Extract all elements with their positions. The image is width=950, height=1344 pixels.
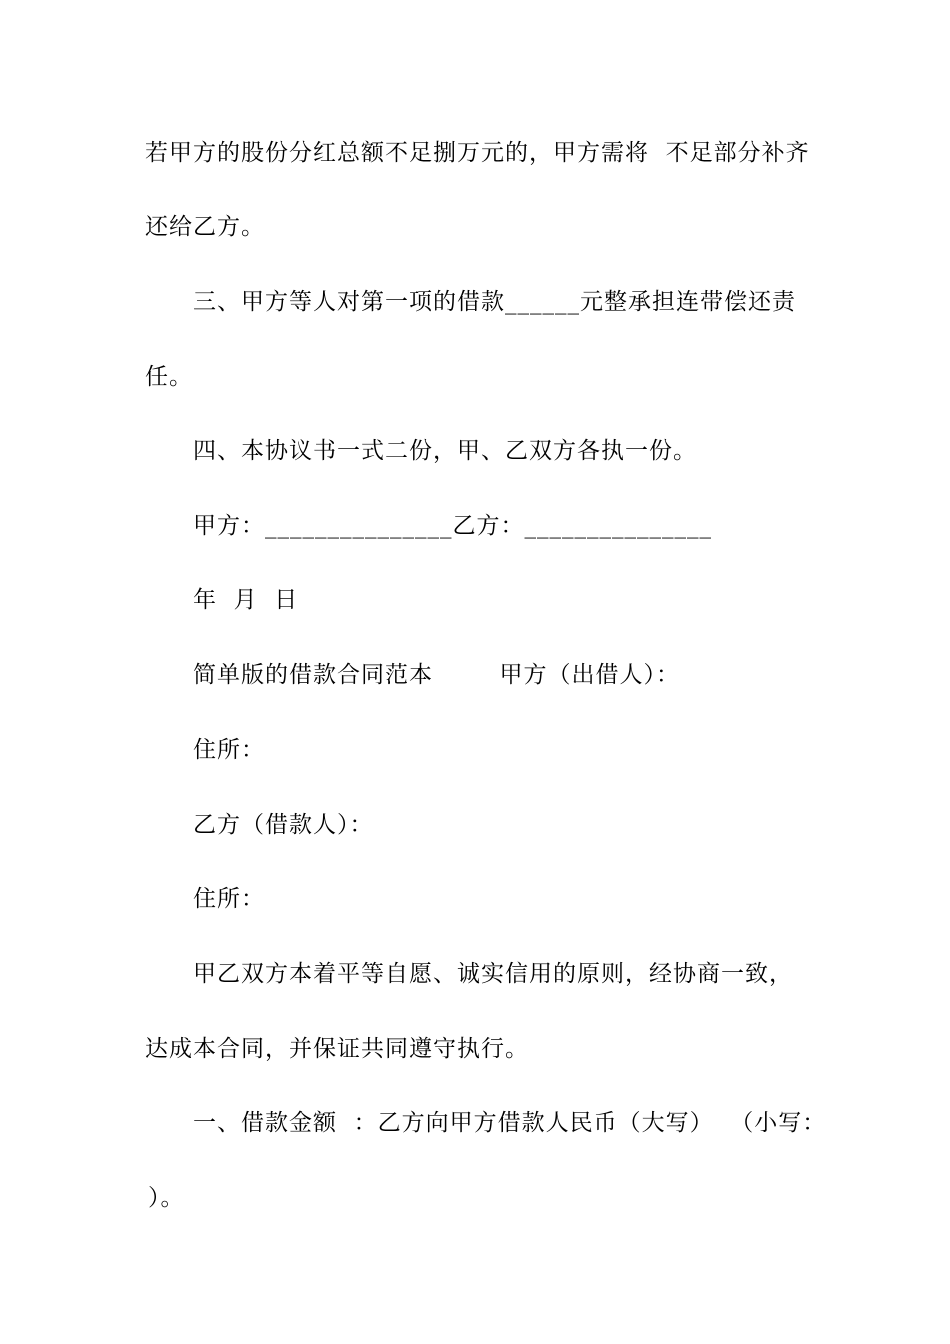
borrower-address-line: 住所： [193,886,265,912]
paragraph-line: 任。 [145,364,193,390]
clause-three-line: 三、甲方等人对第一项的借款______元整承担连带偿还责 [193,289,796,315]
loan-amount-line: 一、借款金额 ：乙方向甲方借款人民币（大写） （小写： [193,1110,827,1136]
paragraph-line: 若甲方的股份分红总额不足捌万元的，甲方需将 不足部分补齐 [145,140,810,166]
date-line: 年 月 日 [193,587,299,613]
paragraph-line: ）。 [148,1185,185,1211]
lender-address-line: 住所： [193,737,265,763]
paragraph-line: 达成本合同，并保证共同遵守执行。 [145,1036,529,1062]
signature-line: 甲方：_______________乙方：_______________ [193,513,712,539]
clause-four-line: 四、本协议书一式二份，甲、乙双方各执一份。 [193,438,697,464]
paragraph-line: 甲乙双方本着平等自愿、诚实信用的原则，经协商一致， [193,961,793,987]
borrower-line: 乙方（借款人）： [193,812,374,838]
paragraph-line: 还给乙方。 [145,214,265,240]
contract-title-line: 简单版的借款合同范本 甲方（出借人）： [193,662,680,688]
